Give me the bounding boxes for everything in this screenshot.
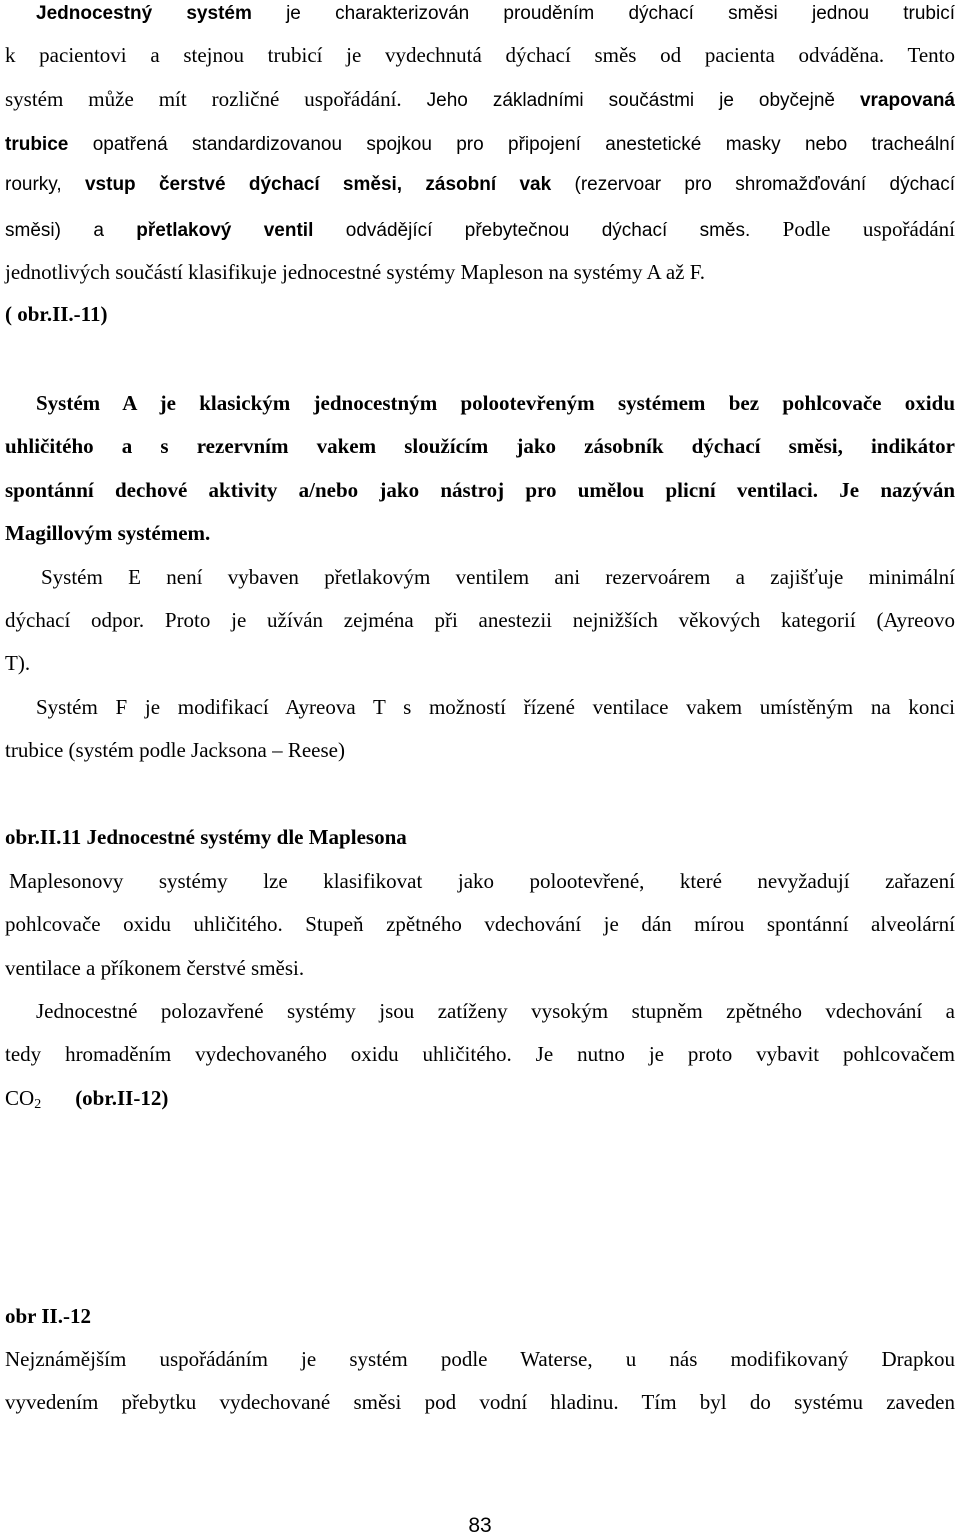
p5-line-2: pohlcovače oxidu uhličitého. Stupeň zpětného vdechování je dán mírou spontánní alveolární bbox=[5, 912, 955, 936]
p2-line-1: Systém A je klasickým jednocestným polootevřeným systémem bez pohlcovače oxidu bbox=[36, 391, 955, 415]
page-number: 83 bbox=[468, 1514, 492, 1537]
p7-line-1: Nejznámějším uspořádáním je systém podle Waterse, u nás modifikovaný Drapkou bbox=[5, 1347, 955, 1371]
p2-line-3: spontánní dechové aktivity a/nebo jako nástroj pro umělou plicní ventilaci. Je nazýván bbox=[5, 478, 955, 502]
p2-line-2: uhličitého a s rezervním vakem sloužícím jako zásobník dýchací směsi, indikátor bbox=[5, 434, 955, 458]
term-zasobni-vak: zásobní vak bbox=[425, 174, 552, 195]
term-jednocestny-system: Jednocestný systém bbox=[36, 3, 252, 24]
p6-line-3: $CO_2$ (obr.II-12) bbox=[5, 1086, 169, 1112]
term-vrapovana: vrapovaná bbox=[859, 90, 955, 111]
p5-line-3: ventilace a příkonem čerstvé směsi. bbox=[5, 956, 305, 980]
p1-line-2: k pacientovi a stejnou trubicí je vydechnutá dýchací směs od pacienta odváděna. Tento bbox=[5, 43, 955, 67]
p1-line-1: Jednocestný systém je charakterizován prouděním dýchací směsi jednou trubicí bbox=[36, 3, 955, 24]
p6-line-2: tedy hromaděním vydechovaného oxidu uhličitého. Je nutno je proto vybavit pohlcovačem bbox=[5, 1042, 955, 1066]
term-vstup-smesi: vstup čerstvé dýchací směsi, bbox=[84, 174, 403, 195]
figure-label: obr II.-12 bbox=[5, 1304, 91, 1328]
p3-line-1: Systém E není vybaven přetlakovým ventilem ani rezervoárem a zajišťuje minimální bbox=[41, 565, 955, 589]
term-trubice: trubice bbox=[5, 134, 69, 155]
p6-line-1: Jednocestné polozavřené systémy jsou zatíženy vysokým stupněm zpětného vdechování a bbox=[36, 999, 955, 1023]
p4-line-1: Systém F je modifikací Ayreova T s možností řízené ventilace vakem umístěným na konci bbox=[36, 695, 955, 719]
p1-line-6: směsi) a přetlakový ventil odvádějící přebytečnou dýchací směs. Podle uspořádání bbox=[5, 217, 955, 241]
p1-line-7: jednotlivých součástí klasifikuje jednocestné systémy Mapleson na systémy A až F. bbox=[5, 260, 705, 284]
p1-line-5: rourky, vstup čerstvé dýchací směsi, zásobní vak (rezervoar pro shromažďování dýchací bbox=[5, 174, 955, 195]
co2-formula: CO bbox=[5, 1086, 35, 1110]
section-heading: obr.II.11 Jednocestné systémy dle Maplesona bbox=[5, 825, 407, 849]
p3-line-2: dýchací odpor. Proto je užíván zejména při anestezii nejnižších věkových kategorií (Ayreovo bbox=[5, 608, 955, 632]
p5-line-1: Maplesonovy systémy lze klasifikovat jako polootevřené, které nevyžadují zařazení bbox=[9, 869, 955, 893]
term-pretlakovy-ventil: přetlakový ventil bbox=[136, 220, 314, 241]
p1-line-8: ( obr.II.-11) bbox=[5, 302, 108, 326]
p3-line-3: T). bbox=[5, 651, 31, 675]
p1-line-4: trubice opatřená standardizovanou spojkou pro připojení anestetické masky nebo tracheální bbox=[5, 134, 955, 155]
p2-line-4: Magillovým systémem. bbox=[5, 521, 211, 545]
p7-line-2: vyvedením přebytku vydechované směsi pod vodní hladinu. Tím byl do systému zaveden bbox=[5, 1390, 955, 1414]
figure-reference: ( obr.II. bbox=[5, 302, 74, 326]
p4-line-2: trubice (systém podle Jacksona – Reese) bbox=[5, 738, 345, 762]
p1-line-3: systém může mít rozličné uspořádání. Jeho základními součástmi je obyčejně vrapovaná bbox=[5, 87, 955, 111]
figure-reference-12: (obr.II-12) bbox=[75, 1086, 169, 1110]
